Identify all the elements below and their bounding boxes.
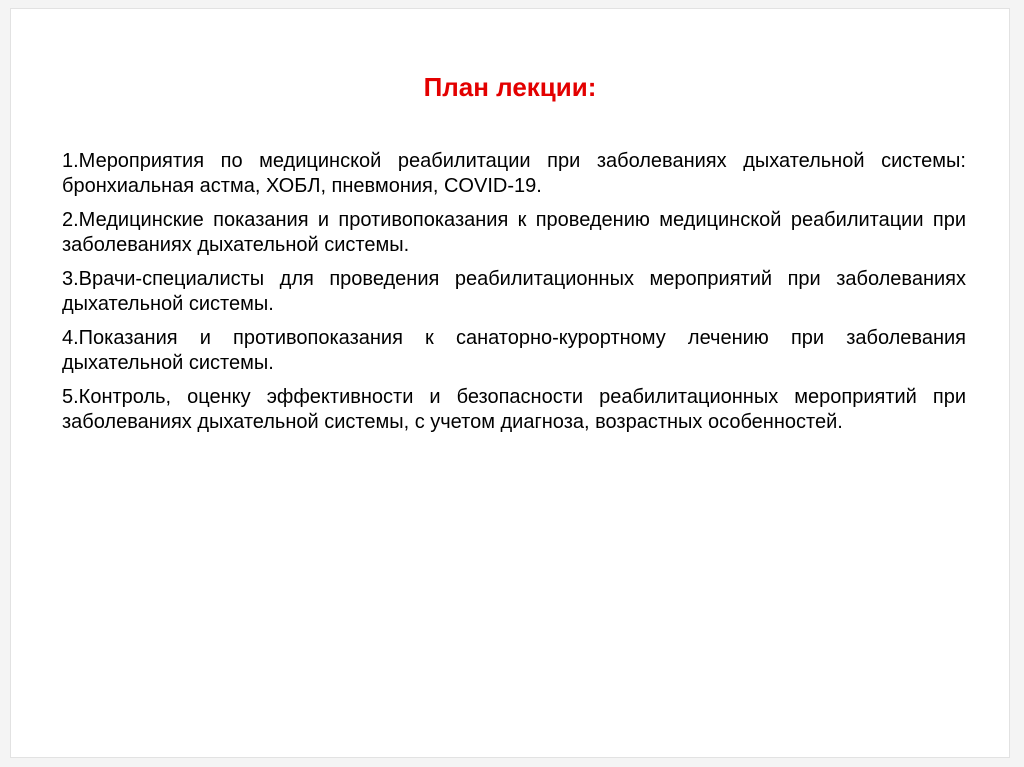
list-item: 1.Мероприятия по медицинской реабилитации при заболеваниях дыхательной системы: бронхиальная астма, ХОБЛ, пневмония, COVID-19. — [62, 150, 966, 197]
list-item: 2.Медицинские показания и противопоказания к проведению медицинской реабилитации при заболеваниях дыхательной системы. — [62, 209, 966, 256]
list-item: 5.Контроль, оценку эффективности и безопасности реабилитационных мероприятий при заболеваниях дыхательной системы, с учетом диагноза, возрастных особенностей. — [62, 386, 966, 433]
lecture-plan-list — [62, 149, 966, 444]
slide-title: План лекции: — [423, 72, 597, 102]
slide — [10, 8, 1010, 758]
list-item: 4.Показания и противопоказания к санаторно-курортному лечению при заболевания дыхательной системы. — [62, 327, 966, 374]
list-item: 3.Врачи-специалисты для проведения реабилитационных мероприятий при заболеваниях дыхательной системы. — [62, 268, 966, 315]
